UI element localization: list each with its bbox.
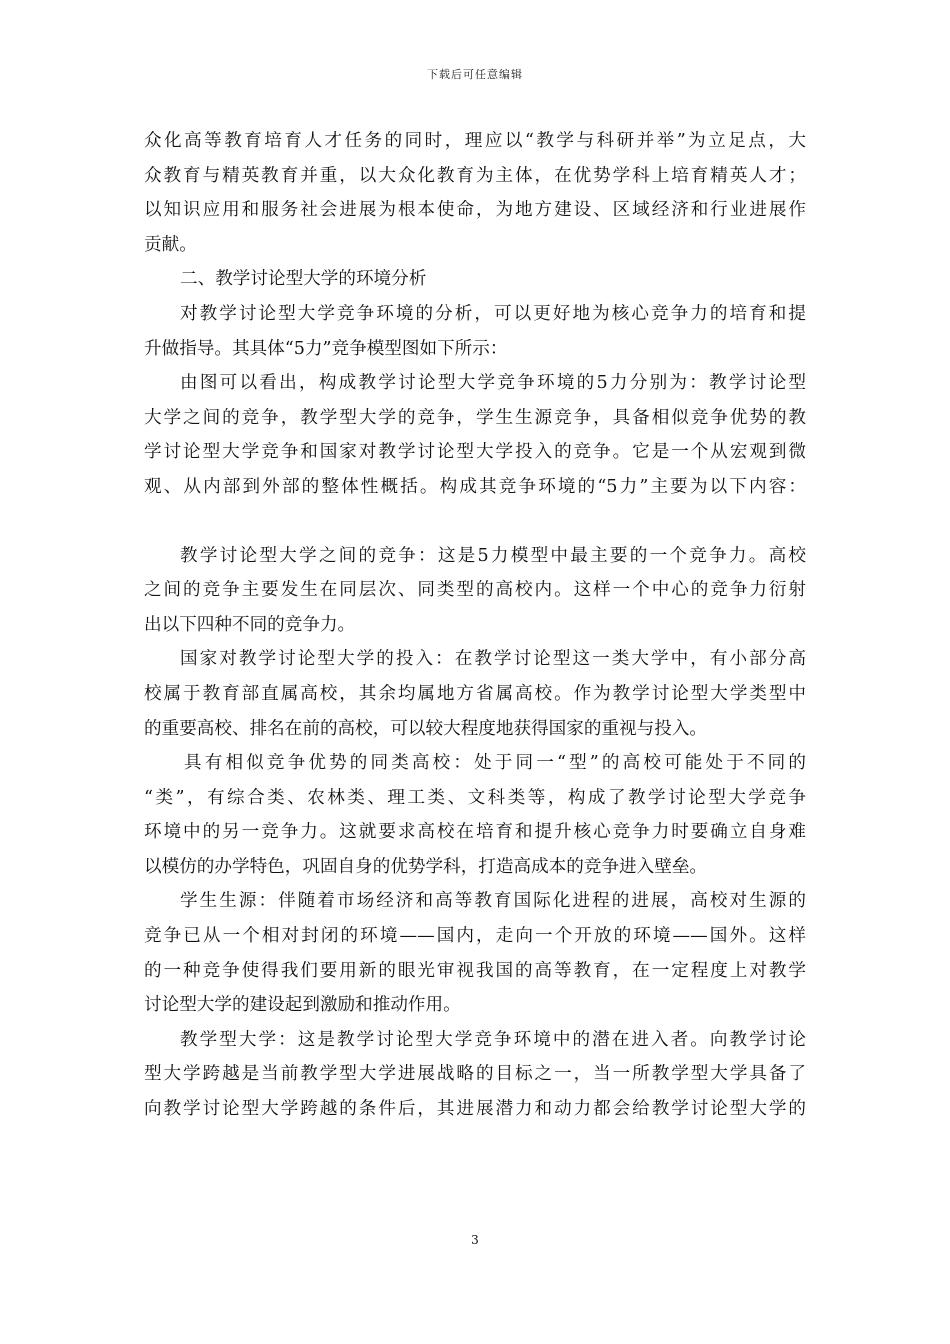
page-number: 3 [471, 1233, 479, 1247]
text-line: 教学讨论型大学之间的竞争：这是5力模型中最主要的一个竞争力。高校 [180, 545, 806, 566]
text-line: 贡献。 [144, 234, 197, 255]
text-line: 以知识应用和服务社会进展为根本使命，为地方建设、区域经济和行业进展作 [144, 200, 806, 221]
document-body [144, 124, 806, 1127]
text-line: 观、从内部到外部的整体性概括。构成其竞争环境的“5力”主要为以下内容： [144, 476, 806, 497]
text-line: 的一种竞争使得我们要用新的眼光审视我国的高等教育，在一定程度上对教学 [144, 960, 806, 981]
text-line: 学生生源：伴随着市场经济和高等教育国际化进程的进展，高校对生源的 [180, 891, 806, 912]
text-line: 环境中的另一竞争力。这就要求高校在培育和提升核心竞争力时要确立自身难 [144, 822, 806, 843]
paragraph-similar-universities [144, 746, 806, 884]
paragraph-five-forces [144, 366, 806, 504]
text-line: 众化高等教育培育人才任务的同时，理应以“教学与科研并举”为立足点，大 [144, 131, 806, 151]
text-line: 之间的竞争主要发生在同层次、同类型的高校内。这样一个中心的竞争力衍射 [144, 580, 806, 601]
section-title: 二、教学讨论型大学的环境分析 [180, 269, 427, 290]
text-line: 的重要高校、排名在前的高校，可以较大程度地获得国家的重视与投入。 [144, 718, 708, 739]
text-line: 众教育与精英教育并重，以大众化教育为主体，在优势学科上培育精英人才； [144, 165, 806, 186]
page-header: 下载后可任意编辑 [427, 68, 523, 81]
text-line: 由图可以看出，构成教学讨论型大学竞争环境的5力分别为：教学讨论型 [180, 373, 806, 394]
paragraph-student-source [144, 884, 806, 1022]
paragraph-national-investment [144, 642, 806, 746]
text-line: 讨论型大学的建设起到激励和推动作用。 [144, 995, 461, 1016]
text-line: 出以下四种不同的竞争力。 [144, 614, 356, 635]
text-line: 向教学讨论型大学跨越的条件后，其进展潜力和动力都会给教学讨论型大学的 [144, 1099, 806, 1120]
text-line: 对教学讨论型大学竞争环境的分析，可以更好地为核心竞争力的培育和提 [180, 303, 806, 324]
paragraph-continuation [144, 124, 806, 262]
paragraph-inter-university [144, 539, 806, 643]
text-line: 国家对教学讨论型大学的投入：在教学讨论型这一类大学中，有小部分高 [180, 649, 806, 670]
text-line: “类”，有综合类、农林类、理工类、文科类等，构成了教学讨论型大学竞争 [144, 787, 806, 808]
text-line: 具有相似竞争优势的同类高校：处于同一“型”的高校可能处于不同的 [184, 753, 806, 774]
paragraph-teaching-university [144, 1023, 806, 1127]
paragraph-analysis-intro [144, 297, 806, 366]
text-line: 校属于教育部直属高校，其余均属地方省属高校。作为教学讨论型大学类型中 [144, 683, 806, 704]
text-line: 型大学跨越是当前教学型大学进展战略的目标之一，当一所教学型大学具备了 [144, 1064, 806, 1085]
text-line: 教学型大学：这是教学讨论型大学竞争环境中的潜在进入者。向教学讨论 [180, 1029, 806, 1050]
section-heading [144, 262, 806, 297]
text-line: 竞争已从一个相对封闭的环境——国内，走向一个开放的环境——国外。这样 [144, 926, 806, 947]
text-line: 学讨论型大学竞争和国家对教学讨论型大学投入的竞争。它是一个从宏观到微 [144, 442, 806, 463]
text-line: 以模仿的办学特色，巩固自身的优势学科，打造高成本的竞争进入壁垒。 [144, 856, 708, 877]
text-line: 大学之间的竞争，教学型大学的竞争，学生生源竞争，具备相似竞争优势的教 [144, 407, 806, 428]
paragraph-spacer [144, 505, 806, 539]
text-line: 升做指导。其具体“5力”竞争模型图如下所示： [144, 338, 508, 359]
